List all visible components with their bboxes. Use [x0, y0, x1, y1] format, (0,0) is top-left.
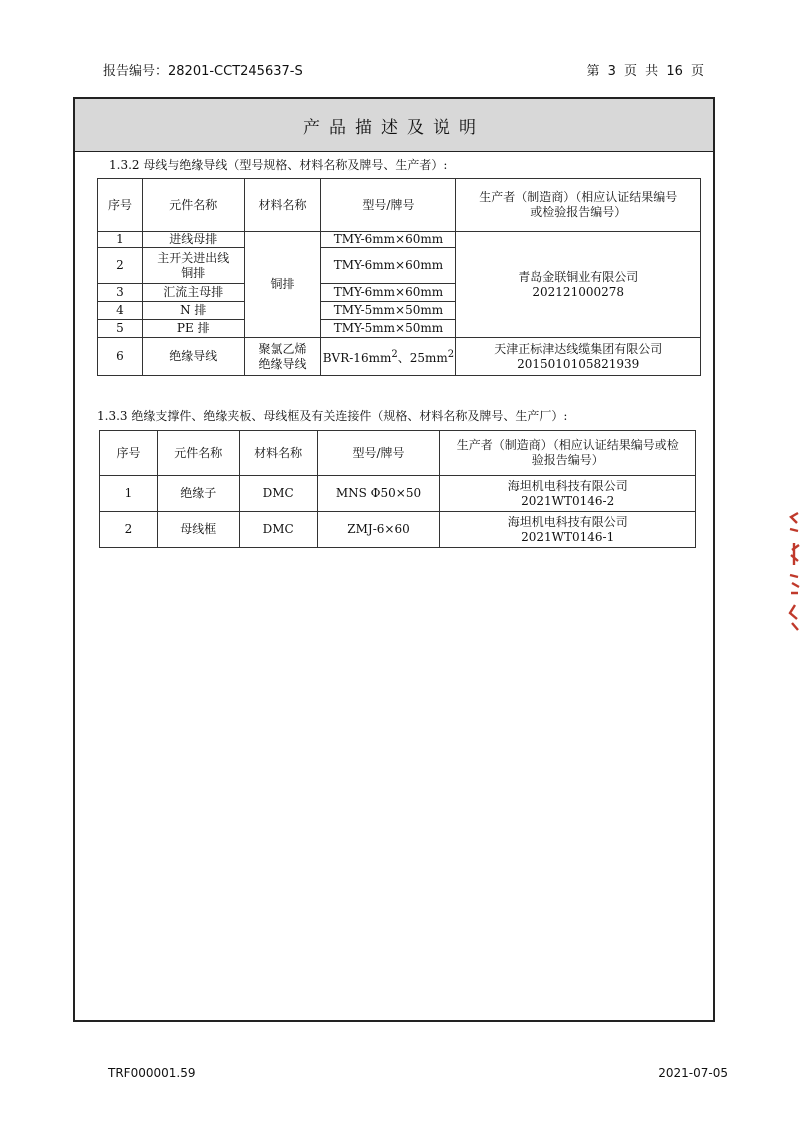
cell-material: 聚氯乙烯绝缘导线 — [244, 338, 321, 376]
cell-seq: 6 — [98, 338, 143, 376]
cell-component: 母线框 — [157, 512, 239, 548]
model-part-b: 、25mm — [397, 351, 448, 365]
cell-model: TMY-6mm×60mm — [321, 284, 456, 302]
col-model: 型号/牌号 — [321, 179, 456, 232]
cell-model: MNS Φ50×50 — [317, 476, 440, 512]
cell-model: TMY-6mm×60mm — [321, 232, 456, 248]
seal-stamp-fragment — [786, 505, 800, 639]
producer-number: 202121000278 — [532, 284, 625, 299]
insulator-table — [99, 430, 696, 548]
col-component: 元件名称 — [142, 179, 244, 232]
col-material: 材料名称 — [239, 431, 317, 476]
cell-producer — [440, 512, 696, 548]
cell-component: 绝缘导线 — [142, 338, 244, 376]
cell-model: TMY-5mm×50mm — [321, 302, 456, 320]
cell-seq: 1 — [98, 232, 143, 248]
col-component: 元件名称 — [157, 431, 239, 476]
col-producer: 生产者（制造商）（相应认证结果编号或检验报告编号） — [456, 179, 701, 232]
table-header-row — [98, 179, 701, 232]
content-frame — [73, 97, 715, 1022]
cell-seq: 5 — [98, 320, 143, 338]
cell-material: DMC — [239, 512, 317, 548]
col-model: 型号/牌号 — [317, 431, 440, 476]
cell-seq: 4 — [98, 302, 143, 320]
model-sup-a: 2 — [391, 349, 398, 360]
cell-producer — [456, 232, 701, 338]
cell-material: 铜排 — [244, 232, 321, 338]
table-row — [98, 338, 701, 376]
cell-model: TMY-6mm×60mm — [321, 248, 456, 284]
page-title: 产品描述及说明 — [75, 99, 713, 152]
cell-producer — [456, 338, 701, 376]
cell-model — [321, 338, 456, 376]
cell-seq: 1 — [100, 476, 158, 512]
cell-producer — [440, 476, 696, 512]
col-material: 材料名称 — [244, 179, 321, 232]
section-heading-busbar: 1.3.2 母线与绝缘导线（型号规格、材料名称及牌号、生产者）: — [109, 158, 448, 172]
table-row — [100, 512, 696, 548]
form-number: TRF000001.59 — [108, 1066, 196, 1080]
seal-stamp-icon — [786, 505, 800, 635]
producer-name: 海坦机电科技有限公司 — [507, 514, 628, 529]
producer-number: 2021WT0146-1 — [521, 529, 615, 544]
cell-component: 主开关进出线铜排 — [142, 248, 244, 284]
producer-name: 青岛金联铜业有限公司 — [518, 269, 639, 284]
cell-seq: 3 — [98, 284, 143, 302]
producer-number: 2021WT0146-2 — [521, 493, 615, 508]
footer-date: 2021-07-05 — [658, 1066, 728, 1080]
table-header-row — [100, 431, 696, 476]
cell-seq: 2 — [98, 248, 143, 284]
cell-component: PE 排 — [142, 320, 244, 338]
busbar-table — [97, 178, 701, 376]
table-row — [98, 232, 701, 248]
cell-component: 绝缘子 — [157, 476, 239, 512]
model-sup-b: 2 — [447, 349, 455, 360]
producer-name: 海坦机电科技有限公司 — [507, 478, 628, 493]
col-producer: 生产者（制造商）（相应认证结果编号或检验报告编号） — [440, 431, 696, 476]
cell-component: N 排 — [142, 302, 244, 320]
col-seq: 序号 — [98, 179, 143, 232]
report-number: 报告编号：28201-CCT245637-S — [103, 64, 303, 79]
producer-number: 2015010105821939 — [517, 356, 640, 371]
producer-name: 天津正标津达线缆集团有限公司 — [494, 341, 663, 356]
col-seq: 序号 — [100, 431, 158, 476]
page-number: 第 3 页 共 16 页 — [586, 64, 704, 79]
cell-seq: 2 — [100, 512, 158, 548]
cell-component: 进线母排 — [142, 232, 244, 248]
cell-model: TMY-5mm×50mm — [321, 320, 456, 338]
model-part-a: BVR-16mm — [322, 351, 392, 365]
section-heading-insulators: 1.3.3 绝缘支撑件、绝缘夹板、母线框及有关连接件（规格、材料名称及牌号、生产厂）: — [97, 409, 568, 423]
cell-model: ZMJ-6×60 — [317, 512, 440, 548]
table-row — [100, 476, 696, 512]
cell-material: DMC — [239, 476, 317, 512]
cell-component: 汇流主母排 — [142, 284, 244, 302]
